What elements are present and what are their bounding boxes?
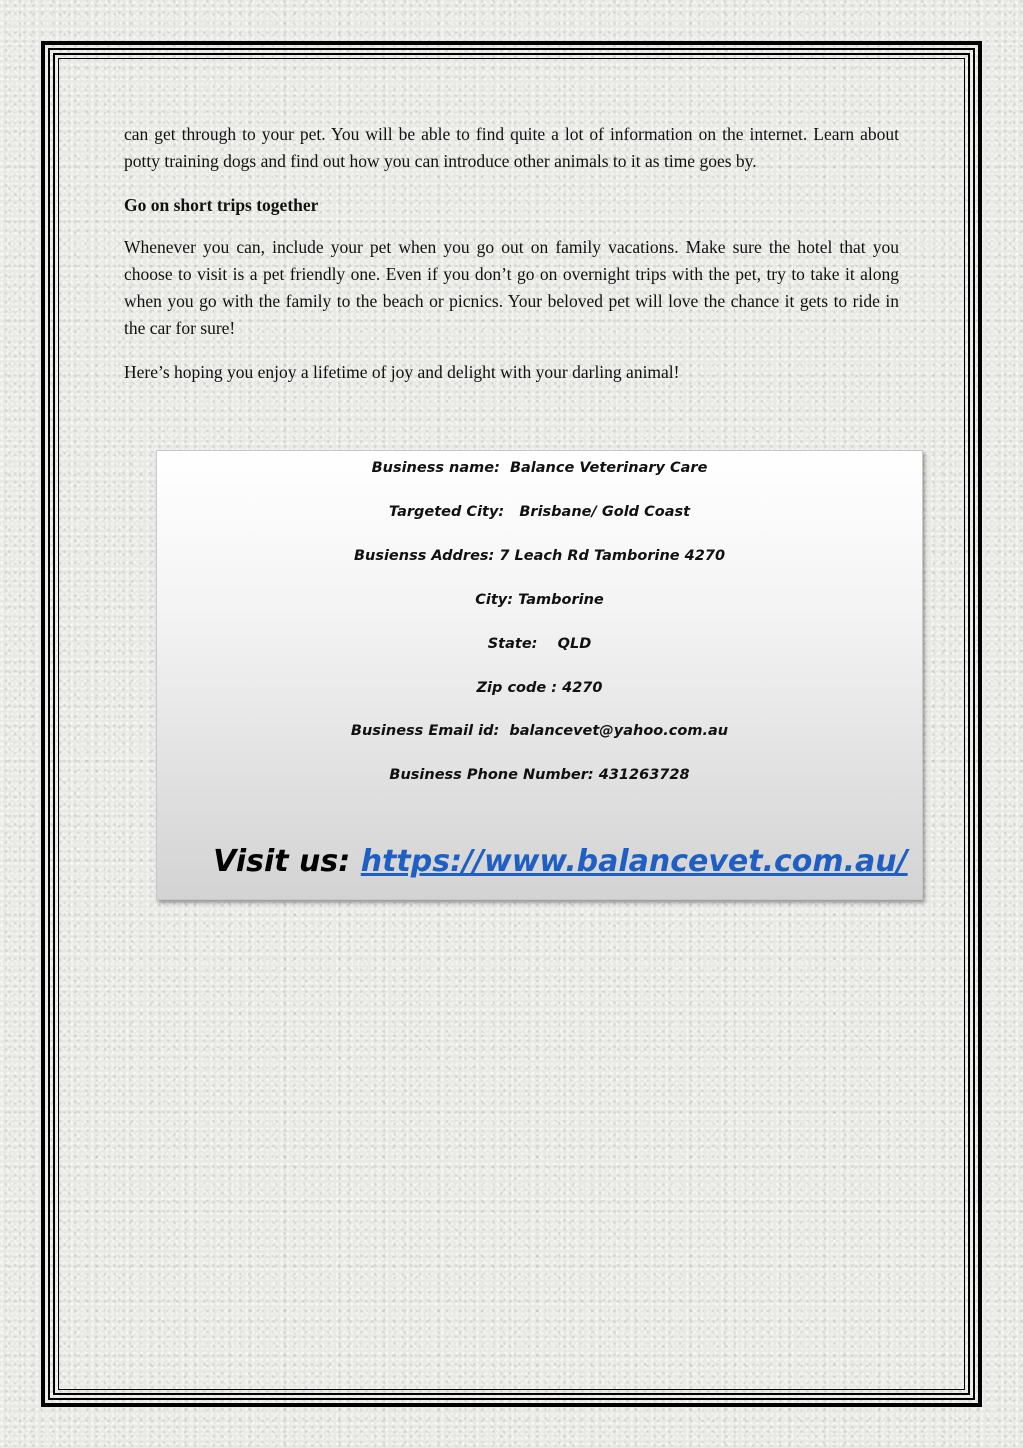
business-name: Business name: Balance Veterinary Care [371, 460, 708, 476]
business-info-card [156, 450, 923, 900]
visit-us-line [157, 809, 922, 914]
article-paragraph: Whenever you can, include your pet when you go out on family vacations. Make sure the hotel that you choose to visit is a pet friendly one. Even if you don’t go on overnight trips with the pet, try to take it along when you go with the family to the beach or picnics. Your beloved pet will love the chance it gets to ride in the car for sure! [124, 237, 899, 338]
business-email: Business Email id: balancevet@yahoo.com.au [350, 723, 729, 739]
article-body [124, 121, 899, 403]
business-city: City: Tamborine [475, 592, 604, 608]
article-paragraph: can get through to your pet. You will be able to find quite a lot of information on the internet. Learn about potty training dogs and find out how you can introduce other animals to it as time goes by. [124, 124, 899, 171]
article-paragraph: Here’s hoping you enjoy a lifetime of joy and delight with your darling animal! [124, 362, 680, 382]
website-link[interactable]: https://www.balancevet.com.au/ [360, 844, 908, 879]
business-state: State: QLD [487, 636, 592, 652]
visit-us-label: Visit us: [213, 844, 361, 879]
targeted-city: Targeted City: Brisbane/ Gold Coast [388, 504, 691, 520]
business-zip: Zip code : 4270 [476, 680, 603, 696]
business-address: Busienss Addres: 7 Leach Rd Tamborine 4270 [353, 548, 726, 564]
business-phone: Business Phone Number: 431263728 [389, 767, 690, 783]
section-heading: Go on short trips together [124, 195, 319, 215]
